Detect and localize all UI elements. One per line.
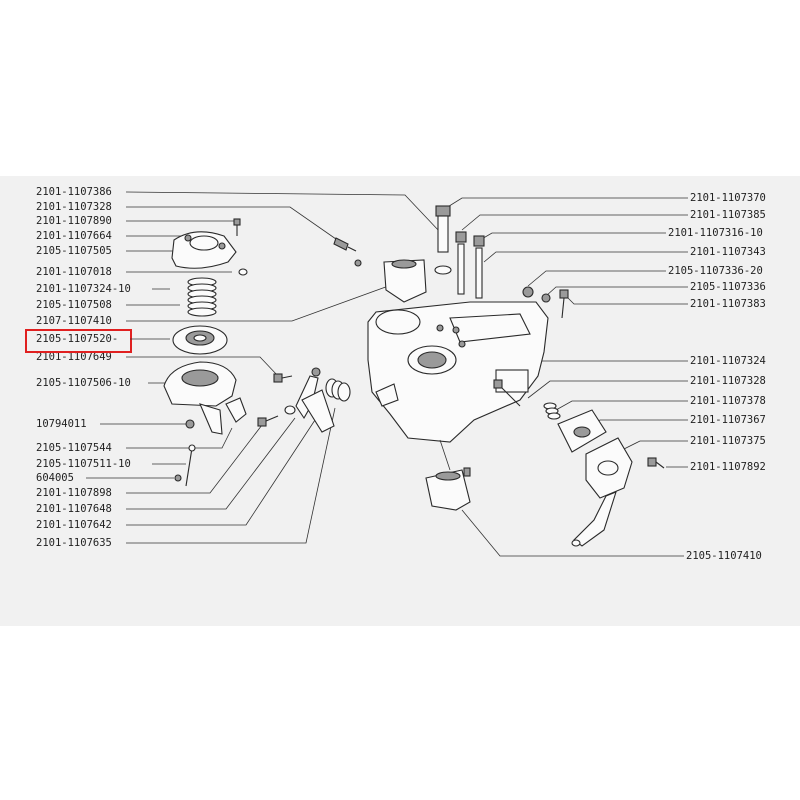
- carburetor-body: [368, 302, 548, 442]
- label-2101-1107649: 2101-1107649: [36, 351, 112, 363]
- diaphragm-disc: [173, 326, 227, 354]
- label-2105-1107508: 2105-1107508: [36, 299, 112, 311]
- pump-cover: [572, 438, 632, 546]
- label-2107-1107410: 2107-1107410: [36, 315, 112, 327]
- diaphragm-cover-top: [172, 232, 236, 268]
- label-2105-1107505: 2105-1107505: [36, 245, 112, 257]
- label-2101-1107367: 2101-1107367: [690, 414, 766, 426]
- label-2101-1107898: 2101-1107898: [36, 487, 112, 499]
- label-2101-1107328-right: 2101-1107328: [690, 375, 766, 387]
- label-2101-1107635: 2101-1107635: [36, 537, 112, 549]
- spring-2101-1107648: [326, 379, 350, 401]
- label-2105-1107336: 2105-1107336: [690, 281, 766, 293]
- label-2105-1107506-10: 2105-1107506-10: [36, 377, 131, 389]
- label-2105-1107511-10: 2105-1107511-10: [36, 458, 131, 470]
- throttle-gasket-block: [384, 260, 426, 302]
- small-screw-2101-1107324-10: [355, 260, 361, 266]
- label-2101-1107324-10: 2101-1107324-10: [36, 283, 131, 295]
- parts: [164, 206, 664, 546]
- nut-10794011: [186, 420, 194, 428]
- label-2101-1107386: 2101-1107386: [36, 186, 112, 198]
- spring-left: [188, 278, 216, 316]
- screw-2105-1107336: [542, 294, 550, 302]
- label-2101-1107383: 2101-1107383: [690, 298, 766, 310]
- lower-gasket-block: [426, 468, 470, 510]
- label-2101-1107892: 2101-1107892: [690, 461, 766, 473]
- label-2101-1107648: 2101-1107648: [36, 503, 112, 515]
- spring-2101-1107378: [544, 403, 560, 419]
- label-2101-1107328: 2101-1107328: [36, 201, 112, 213]
- label-2101-1107890: 2101-1107890: [36, 215, 112, 227]
- label-2101-1107664: 2101-1107664: [36, 230, 112, 242]
- label-2101-1107018: 2101-1107018: [36, 266, 112, 278]
- label-2101-1107385: 2101-1107385: [690, 209, 766, 221]
- label-2105-1107336-20: 2105-1107336-20: [668, 265, 763, 277]
- label-2105-1107520: 2105-1107520-: [36, 333, 119, 345]
- screw-2101-1107664: [334, 238, 356, 251]
- label-2101-1107642: 2101-1107642: [36, 519, 112, 531]
- label-2105-1107410: 2105-1107410: [686, 550, 762, 562]
- clip-604005: [175, 475, 181, 481]
- screw-2101-1107892: [648, 458, 664, 468]
- screw-2101-1107898: [258, 416, 278, 426]
- label-2101-1107324: 2101-1107324: [690, 355, 766, 367]
- label-10794011: 10794011: [36, 418, 87, 430]
- rod-end: [189, 445, 195, 451]
- screw-2105-1107336-20: [523, 287, 533, 297]
- throttle-lever: [296, 368, 334, 432]
- right-labels: [668, 192, 766, 562]
- washer-small: [239, 269, 247, 275]
- washer-2101-1107642: [285, 406, 295, 414]
- screw-top-right: [234, 219, 240, 236]
- label-2101-1107316-10: 2101-1107316-10: [668, 227, 763, 239]
- gasket-plate: [558, 410, 606, 452]
- diaphragm-housing-lower: [164, 362, 246, 434]
- label-2105-1107544: 2105-1107544: [36, 442, 112, 454]
- rod-2105-1107511: [186, 448, 192, 486]
- label-2101-1107375: 2101-1107375: [690, 435, 766, 447]
- label-604005: 604005: [36, 472, 74, 484]
- label-2101-1107370: 2101-1107370: [690, 192, 766, 204]
- left-labels: [36, 186, 131, 549]
- label-2101-1107378: 2101-1107378: [690, 395, 766, 407]
- jet-stack: [435, 206, 484, 298]
- label-2101-1107343: 2101-1107343: [690, 246, 766, 258]
- screw-2101-1107383: [560, 290, 568, 318]
- screw-2101-1107649: [274, 374, 292, 382]
